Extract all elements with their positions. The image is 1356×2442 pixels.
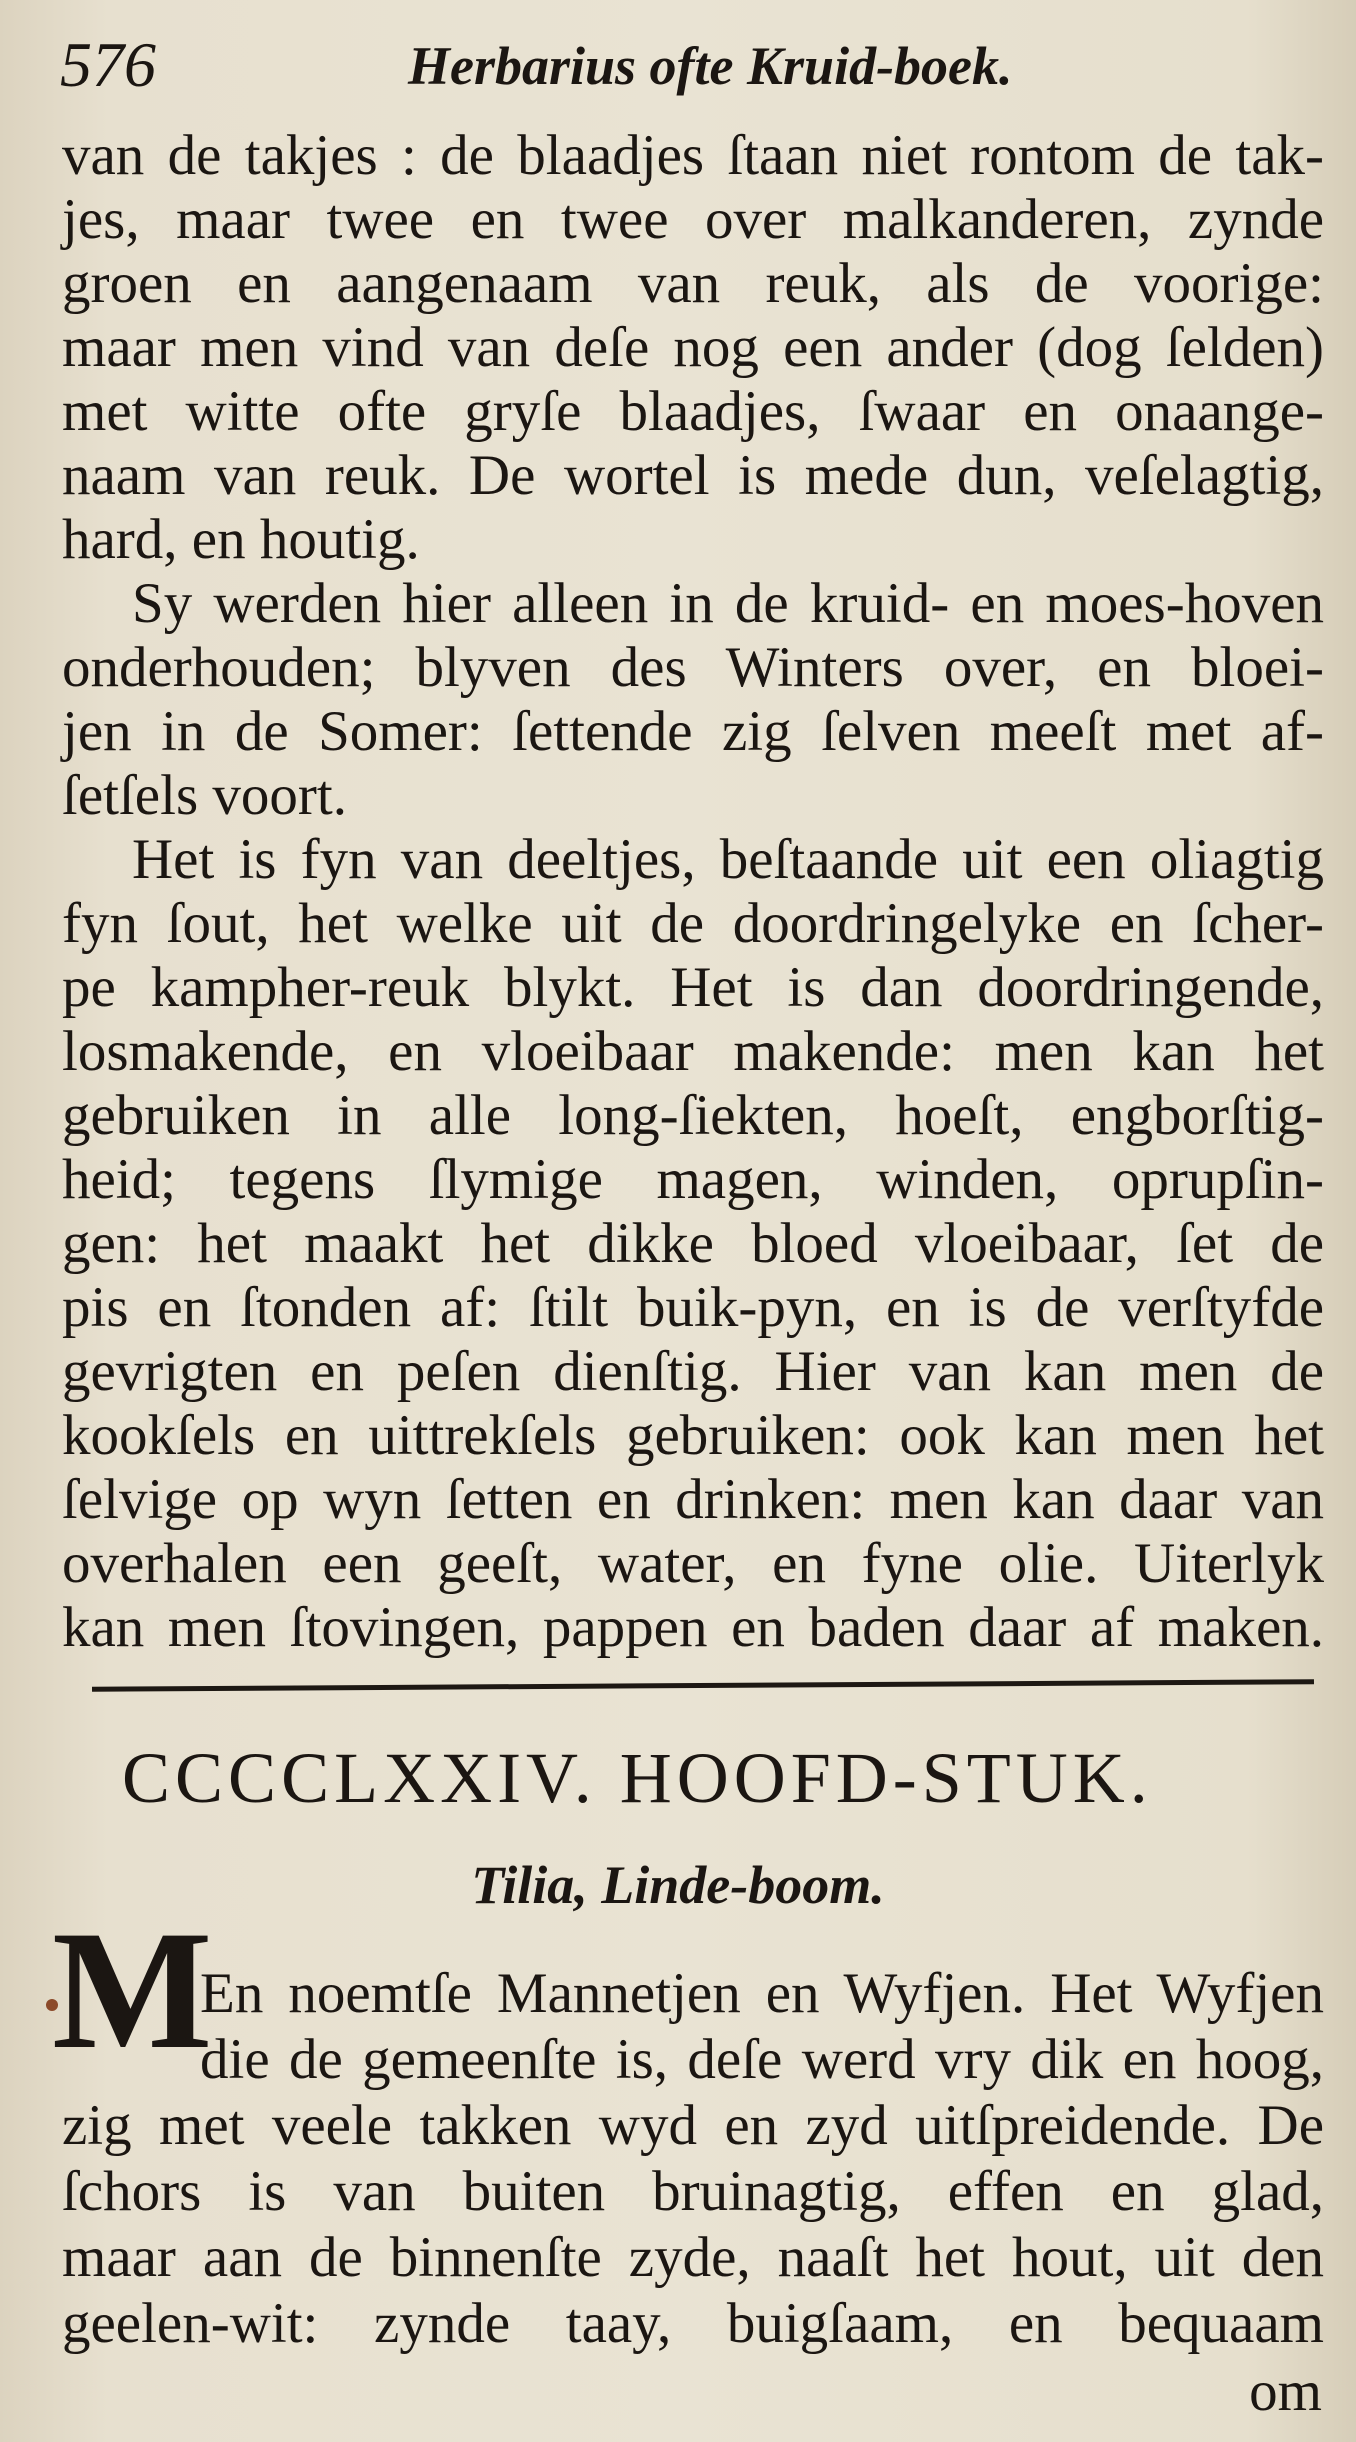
chapter-heading: CCCCLXXIV. HOOFD-STUK. [122,1738,1153,1818]
text-line: overhalen een geeſt, water, en fyne olie. Uiterlyk [62,1532,1324,1595]
text-line: maar men vind van deſe nog een ander (dog ſelden) [62,316,1324,379]
text-line: pis en ſtonden af: ſtilt buik-pyn, en is de verſtyfde [62,1276,1324,1339]
text-line: ſelvige op wyn ſetten en drinken: men kan daar van [62,1468,1324,1531]
text-line: Sy werden hier alleen in de kruid- en moes-hoven [132,572,1324,635]
text-line: naam van reuk. De wortel is mede dun, veſelagtig, [62,444,1324,507]
text-line: ſchors is van buiten bruinagtig, effen en glad, [62,2160,1324,2223]
text-line: pe kampher-reuk blykt. Het is dan doordringende, [62,956,1324,1019]
text-line: gen: het maakt het dikke bloed vloeibaar, ſet de [62,1212,1324,1275]
text-line: van de takjes : de blaadjes ſtaan niet rontom de tak- [62,124,1324,187]
text-line: jes, maar twee en twee over malkanderen, zynde [62,188,1324,251]
text-line: losmakende, en vloeibaar makende: men kan het [62,1020,1324,1083]
text-line: jen in de Somer: ſettende zig ſelven meeſt met af- [62,700,1324,763]
page-number: 576 [60,29,156,100]
text-line: met witte ofte gryſe blaadjes, ſwaar en onaange- [62,380,1324,443]
text-line: Het is fyn van deeltjes, beſtaande uit een oliagtig [132,828,1324,891]
running-title: Herbarius ofte Kruid-boek. [408,36,1013,96]
text-line: gevrigten en peſen dienſtig. Hier van kan men de [62,1340,1324,1403]
text-line: fyn ſout, het welke uit de doordringelyke en ſcher- [62,892,1324,955]
text-line: onderhouden; blyven des Winters over, en bloei- [62,636,1324,699]
text-line: En noemtſe Mannetjen en Wyfjen. Het Wyfjen [200,1962,1324,2025]
text-line: hard, en houtig. [62,508,420,571]
catchword: om [1249,2360,1322,2423]
text-line: geelen-wit: zynde taay, buigſaam, en bequaam [62,2292,1324,2355]
text-line: kookſels en uittrekſels gebruiken: ook kan men het [62,1404,1324,1467]
text-line: gebruiken in alle long-ſiekten, hoeſt, engborſtig- [62,1084,1324,1147]
text-line: maar aan de binnenſte zyde, naaſt het hout, uit den [62,2226,1324,2289]
text-line: groen en aangenaam van reuk, als de voorige: [62,252,1324,315]
text-line: die de gemeenſte is, deſe werd vry dik en hoog, [200,2028,1324,2091]
text-line: ſetſels voort. [62,764,347,827]
text-line: kan men ſtovingen, pappen en baden daar af maken. [62,1596,1324,1659]
drop-cap: M [52,1896,213,2084]
text-line: heid; tegens ſlymige magen, winden, oprupſin- [62,1148,1324,1211]
text-line: zig met veele takken wyd en zyd uitſpreidende. De [62,2094,1324,2157]
section-divider [92,1679,1314,1691]
chapter-subtitle: Tilia, Linde-boom. [471,1855,885,1915]
